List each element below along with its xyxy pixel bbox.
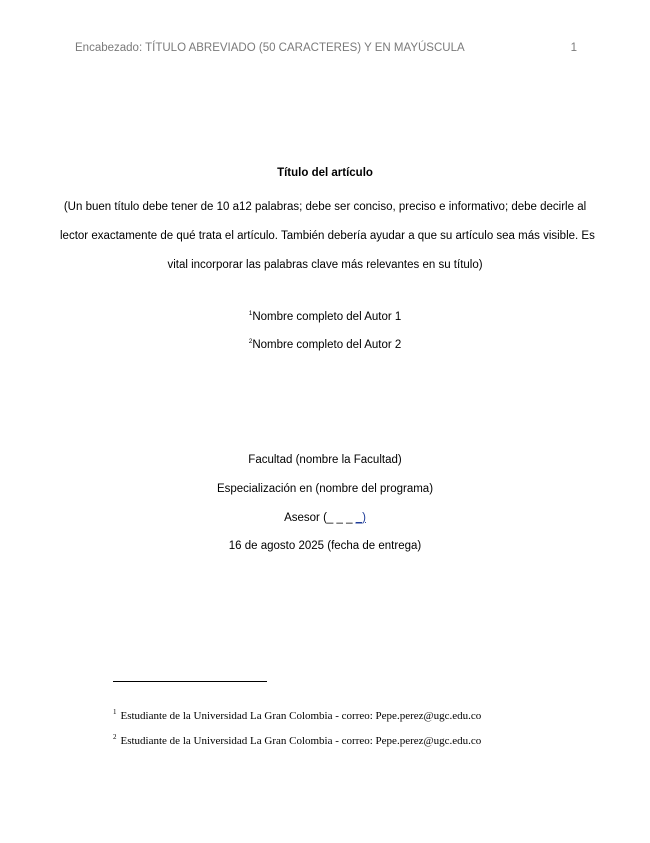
advisor-line (60, 512, 590, 524)
description-line: vital incorporar las palabras clave más relevantes en su título) (167, 259, 483, 271)
footnote-1 (113, 710, 481, 722)
author-name: Nombre completo del Autor 2 (252, 339, 402, 351)
advisor-blank: _ (355, 512, 363, 524)
author-2 (60, 339, 590, 351)
author-name: Nombre completo del Autor 1 (252, 311, 402, 323)
footnote-text: Estudiante de la Universidad La Gran Colombia - correo: Pepe.perez@ugc.edu.co (120, 710, 482, 722)
footnote-text: Estudiante de la Universidad La Gran Colombia - correo: Pepe.perez@ugc.edu.co (120, 735, 482, 747)
page-number: 1 (570, 42, 577, 54)
date-line: 16 de agosto 2025 (fecha de entrega) (228, 540, 422, 552)
footnote-2 (113, 735, 481, 747)
advisor-prefix: Asesor (_ _ _ (284, 512, 356, 524)
program-line: Especialización en (nombre del programa) (216, 483, 434, 495)
footnote-separator (113, 681, 267, 682)
running-head: Encabezado: TÍTULO ABREVIADO (50 CARACTERES) Y EN MAYÚSCULA (75, 42, 465, 54)
advisor-suffix: ) (362, 512, 366, 524)
footnote-number: 1 (113, 708, 117, 717)
description-line: lector exactamente de qué trata el artículo. También debería ayudar a que su artículo sea más visible. Es (60, 230, 595, 242)
faculty-line: Facultad (nombre la Facultad) (248, 454, 402, 466)
footnote-marker: 2 (248, 338, 253, 346)
author-1 (60, 311, 590, 323)
title-description (60, 193, 595, 280)
page-header (75, 42, 577, 54)
article-title: Título del artículo (277, 167, 373, 179)
footnote-marker: 1 (248, 310, 253, 318)
description-line: (Un buen título debe tener de 10 a12 palabras; debe ser conciso, preciso e informativo; debe decirle al (63, 201, 587, 213)
footnote-number: 2 (113, 733, 117, 742)
